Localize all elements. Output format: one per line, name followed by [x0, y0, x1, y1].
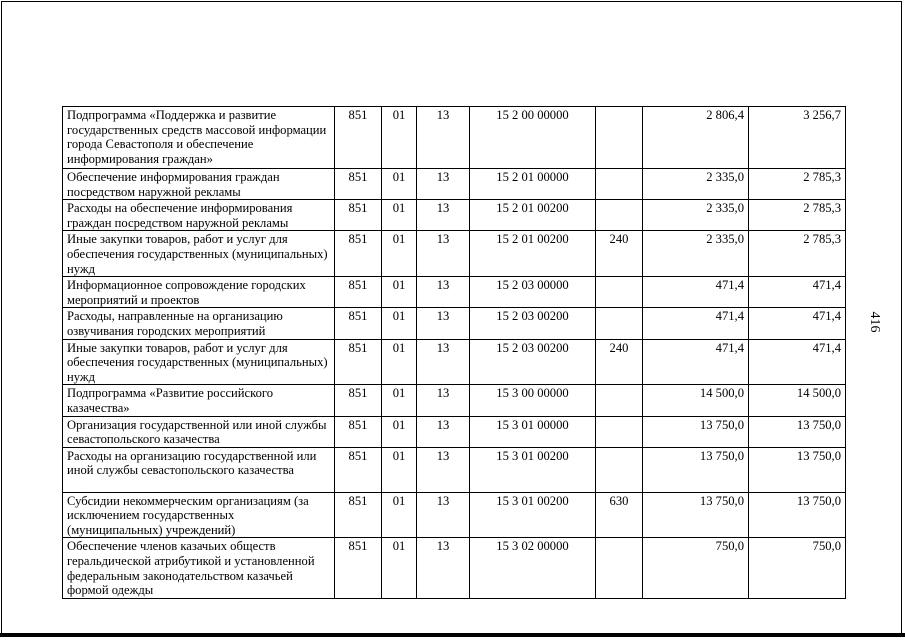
- expense-type-cell: [596, 169, 643, 200]
- expense-type-cell: [596, 385, 643, 416]
- section-cell: 01: [382, 169, 417, 200]
- row-name-cell: Иные закупки товаров, работ и услуг для обеспечения государственных (муниципальных) нужд: [63, 231, 335, 277]
- table-row: [63, 231, 846, 277]
- target-article-cell: 15 2 03 00200: [470, 339, 596, 385]
- amount-year1-cell: 2 335,0: [643, 231, 749, 277]
- subsection-cell: 13: [417, 200, 470, 231]
- row-name-cell: Расходы на обеспечение информирования граждан посредством наружной рекламы: [63, 200, 335, 231]
- table-row: [63, 538, 846, 598]
- section-cell: 01: [382, 385, 417, 416]
- amount-year2-cell: 13 750,0: [749, 416, 846, 447]
- amount-year2-cell: 3 256,7: [749, 107, 846, 169]
- admin-code-cell: 851: [335, 308, 382, 339]
- budget-table: [62, 106, 846, 599]
- amount-year1-cell: 13 750,0: [643, 492, 749, 538]
- target-article-cell: 15 3 00 00000: [470, 385, 596, 416]
- section-cell: 01: [382, 107, 417, 169]
- section-cell: 01: [382, 416, 417, 447]
- section-cell: 01: [382, 308, 417, 339]
- row-name-cell: Информационное сопровождение городских мероприятий и проектов: [63, 277, 335, 308]
- amount-year1-cell: 471,4: [643, 308, 749, 339]
- row-name-cell: Подпрограмма «Поддержка и развитие государственных средств массовой информации города Севастополя и обеспечение информирования граждан»: [63, 107, 335, 169]
- amount-year2-cell: 2 785,3: [749, 200, 846, 231]
- table-row: [63, 308, 846, 339]
- expense-type-cell: 630: [596, 492, 643, 538]
- table-row: [63, 416, 846, 447]
- expense-type-cell: 240: [596, 339, 643, 385]
- table-row: [63, 385, 846, 416]
- table-row: [63, 169, 846, 200]
- admin-code-cell: 851: [335, 169, 382, 200]
- row-name-cell: Подпрограмма «Развитие российского казачества»: [63, 385, 335, 416]
- amount-year1-cell: 2 335,0: [643, 200, 749, 231]
- amount-year2-cell: 471,4: [749, 339, 846, 385]
- table-row: [63, 447, 846, 492]
- table-row: [63, 200, 846, 231]
- admin-code-cell: 851: [335, 385, 382, 416]
- section-cell: 01: [382, 200, 417, 231]
- subsection-cell: 13: [417, 339, 470, 385]
- amount-year2-cell: 750,0: [749, 538, 846, 598]
- admin-code-cell: 851: [335, 200, 382, 231]
- expense-type-cell: [596, 277, 643, 308]
- admin-code-cell: 851: [335, 339, 382, 385]
- section-cell: 01: [382, 231, 417, 277]
- target-article-cell: 15 2 01 00000: [470, 169, 596, 200]
- subsection-cell: 13: [417, 447, 470, 492]
- subsection-cell: 13: [417, 107, 470, 169]
- subsection-cell: 13: [417, 538, 470, 598]
- admin-code-cell: 851: [335, 416, 382, 447]
- amount-year1-cell: 471,4: [643, 277, 749, 308]
- expense-type-cell: [596, 447, 643, 492]
- row-name-cell: Иные закупки товаров, работ и услуг для обеспечения государственных (муниципальных) нужд: [63, 339, 335, 385]
- amount-year1-cell: 13 750,0: [643, 447, 749, 492]
- expense-type-cell: [596, 200, 643, 231]
- amount-year1-cell: 2 335,0: [643, 169, 749, 200]
- expense-type-cell: [596, 416, 643, 447]
- table-row: [63, 492, 846, 538]
- target-article-cell: 15 3 01 00200: [470, 447, 596, 492]
- scan-bottom-edge: [0, 633, 905, 637]
- target-article-cell: 15 3 01 00200: [470, 492, 596, 538]
- admin-code-cell: 851: [335, 107, 382, 169]
- subsection-cell: 13: [417, 416, 470, 447]
- subsection-cell: 13: [417, 231, 470, 277]
- amount-year2-cell: 13 750,0: [749, 447, 846, 492]
- expense-type-cell: [596, 107, 643, 169]
- admin-code-cell: 851: [335, 231, 382, 277]
- section-cell: 01: [382, 339, 417, 385]
- row-name-cell: Субсидии некоммерческим организациям (за исключением государственных (муниципальных) учреждений): [63, 492, 335, 538]
- expense-type-cell: [596, 308, 643, 339]
- amount-year1-cell: 471,4: [643, 339, 749, 385]
- expense-type-cell: 240: [596, 231, 643, 277]
- target-article-cell: 15 2 00 00000: [470, 107, 596, 169]
- section-cell: 01: [382, 277, 417, 308]
- subsection-cell: 13: [417, 169, 470, 200]
- target-article-cell: 15 3 02 00000: [470, 538, 596, 598]
- section-cell: 01: [382, 447, 417, 492]
- expense-type-cell: [596, 538, 643, 598]
- row-name-cell: Обеспечение информирования граждан посредством наружной рекламы: [63, 169, 335, 200]
- row-name-cell: Обеспечение членов казачьих обществ геральдической атрибутикой и установленной федеральным законодательством казачьей формой одежды: [63, 538, 335, 598]
- amount-year1-cell: 14 500,0: [643, 385, 749, 416]
- table-row: [63, 107, 846, 169]
- row-name-cell: Организация государственной или иной службы севастопольского казачества: [63, 416, 335, 447]
- subsection-cell: 13: [417, 385, 470, 416]
- table-row: [63, 339, 846, 385]
- admin-code-cell: 851: [335, 447, 382, 492]
- amount-year2-cell: 471,4: [749, 308, 846, 339]
- admin-code-cell: 851: [335, 492, 382, 538]
- section-cell: 01: [382, 492, 417, 538]
- amount-year2-cell: 471,4: [749, 277, 846, 308]
- target-article-cell: 15 2 03 00200: [470, 308, 596, 339]
- subsection-cell: 13: [417, 492, 470, 538]
- row-name-cell: Расходы на организацию государственной или иной службы севастопольского казачества: [63, 447, 335, 492]
- amount-year2-cell: 13 750,0: [749, 492, 846, 538]
- amount-year2-cell: 2 785,3: [749, 231, 846, 277]
- amount-year2-cell: 2 785,3: [749, 169, 846, 200]
- amount-year2-cell: 14 500,0: [749, 385, 846, 416]
- admin-code-cell: 851: [335, 538, 382, 598]
- table-row: [63, 277, 846, 308]
- amount-year1-cell: 13 750,0: [643, 416, 749, 447]
- amount-year1-cell: 2 806,4: [643, 107, 749, 169]
- admin-code-cell: 851: [335, 277, 382, 308]
- amount-year1-cell: 750,0: [643, 538, 749, 598]
- target-article-cell: 15 2 01 00200: [470, 200, 596, 231]
- target-article-cell: 15 2 01 00200: [470, 231, 596, 277]
- page-number: 416: [867, 311, 882, 333]
- target-article-cell: 15 2 03 00000: [470, 277, 596, 308]
- section-cell: 01: [382, 538, 417, 598]
- subsection-cell: 13: [417, 308, 470, 339]
- target-article-cell: 15 3 01 00000: [470, 416, 596, 447]
- subsection-cell: 13: [417, 277, 470, 308]
- budget-table-body: [63, 107, 846, 599]
- row-name-cell: Расходы, направленные на организацию озвучивания городских мероприятий: [63, 308, 335, 339]
